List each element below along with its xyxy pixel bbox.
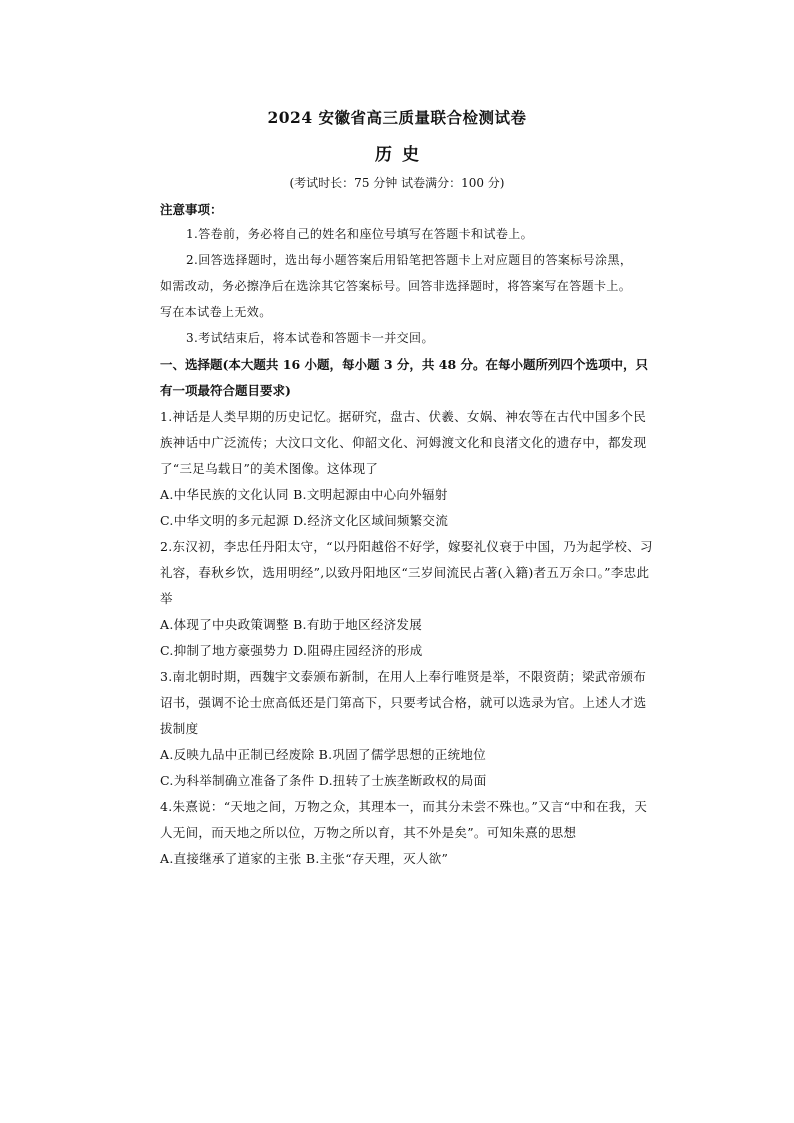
notice-line: 3.考试结束后，将本试卷和答题卡一并交回。 xyxy=(186,331,434,345)
option-line: A.反映九品中正制已经废除 B.巩固了儒学思想的正统地位 xyxy=(160,747,487,762)
option-line: A.直接继承了道家的主张 B.主张“存天理，灭人欲” xyxy=(160,851,449,866)
question-line: 4.朱熹说：“天地之间，万物之众，其理本一，而其分未尝不殊也。”又言“中和在我，天 xyxy=(160,799,648,814)
question-line: 了“三足乌载日”的美术图像。这体现了 xyxy=(160,461,379,476)
section-heading: 一、选择题(本大题共 16 小题，每小题 3 分，共 48 分。在每小题所列四个选项中，只 xyxy=(160,357,649,372)
question-line: 1.神话是人类早期的历史记忆。据研究，盘古、伏羲、女娲、神农等在古代中国多个民 xyxy=(160,409,647,424)
notice-line: 写在本试卷上无效。 xyxy=(160,305,272,319)
question-line: 2.东汉初，李忠任丹阳太守，“以丹阳越俗不好学，嫁娶礼仪衰于中国，乃为起学校、习 xyxy=(160,539,653,554)
notice-line: 2.回答选择题时，选出每小题答案后用铅笔把答题卡上对应题目的答案标号涂黑， xyxy=(186,253,633,267)
question-line: 人无间，而天地之所以位，万物之所以育，其不外是矣”。可知朱熹的思想 xyxy=(160,825,577,840)
question-line: 拔制度 xyxy=(160,721,199,736)
option-line: A.体现了中央政策调整 B.有助于地区经济发展 xyxy=(160,617,423,632)
option-line: C.抑制了地方豪强势力 D.阻碍庄园经济的形成 xyxy=(160,643,423,658)
question-line: 3.南北朝时期，西魏宇文泰颁布新制，在用人上奉行唯贤是举，不限资荫；梁武帝颁布 xyxy=(160,669,647,684)
question-line: 举 xyxy=(160,591,173,606)
exam-title: 2024 安徽省高三质量联合检测试卷 xyxy=(267,108,527,127)
subject-title: 历史 xyxy=(375,145,429,165)
option-line: C.中华文明的多元起源 D.经济文化区域间频繁交流 xyxy=(160,513,449,528)
question-line: 族神话中广泛流传；大汶口文化、仰韶文化、河姆渡文化和良渚文化的遗存中，都发现 xyxy=(160,435,647,450)
question-line: 礼容，春秋乡饮，选用明经”,以致丹阳地区“三岁间流民占著(入籍)者五万余口。”李忠此 xyxy=(160,565,650,580)
notice-heading: 注意事项： xyxy=(160,202,223,217)
exam-info: (考试时长：75 分钟 试卷满分：100 分) xyxy=(289,176,505,190)
option-line: C.为科举制确立准备了条件 D.扭转了士族垄断政权的局面 xyxy=(160,773,487,788)
notice-line: 1.答卷前，务必将自己的姓名和座位号填写在答题卡和试卷上。 xyxy=(186,227,534,241)
section-heading: 有一项最符合题目要求) xyxy=(160,383,291,398)
option-line: A.中华民族的文化认同 B.文明起源由中心向外辐射 xyxy=(160,487,448,502)
question-line: 诏书，强调不论士庶高低还是门第高下，只要考试合格，就可以选录为官。上述人才选 xyxy=(160,695,647,710)
notice-line: 如需改动，务必擦净后在选涂其它答案标号。回答非选择题时，将答案写在答题卡上。 xyxy=(160,279,632,293)
